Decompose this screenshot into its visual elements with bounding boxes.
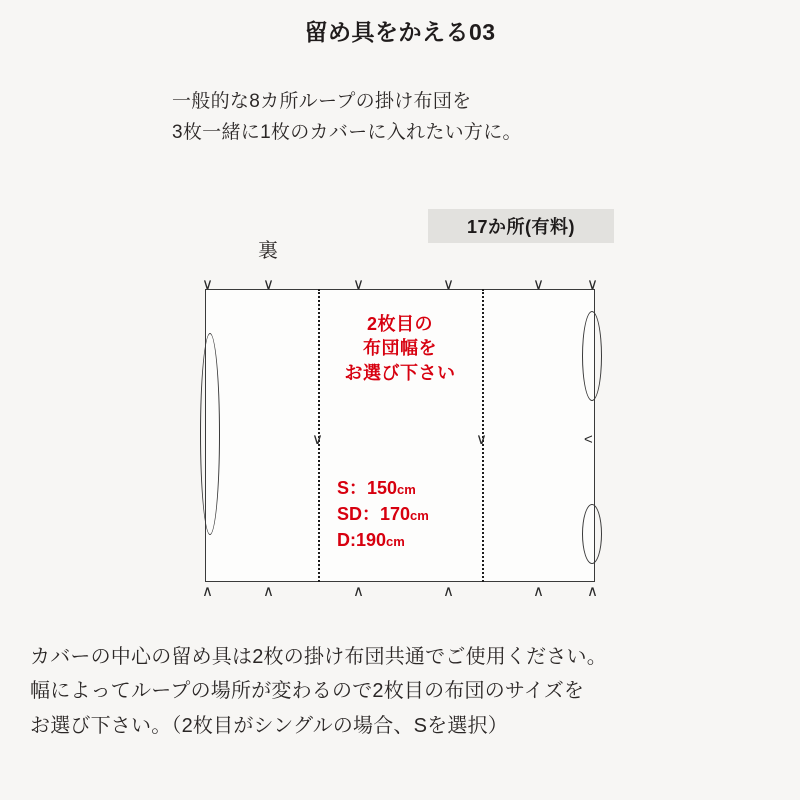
top-mark-4: ∨ [443,276,454,293]
red-instruction [205,312,595,385]
side-mark-right: < [584,431,593,448]
top-mark-5: ∨ [533,276,544,293]
intro-text [172,86,522,149]
bottom-mark-6: ∧ [587,583,598,600]
bottom-mark-5: ∧ [533,583,544,600]
bottom-mark-1: ∧ [202,583,213,600]
size-item-s [337,475,429,501]
size-item-d [337,527,429,553]
bottom-mark-2: ∧ [263,583,274,600]
footer-note [30,640,778,743]
size-item-s-label: S：150 [337,478,398,498]
bottom-mark-4: ∧ [443,583,454,600]
size-item-sd-label: SD：170 [337,504,411,525]
red-instruction-line-2: 布団幅を [363,338,437,359]
footer-line-3: お選び下さい。（2枚目がシングルの場合、Sを選択） [30,714,508,737]
page-title: 留め具をかえる03 [304,19,496,45]
status-badge: 17か所(有料) [428,209,614,243]
size-item-d-label: D:190 [337,530,387,551]
size-item-d-unit: cm [386,534,405,550]
intro-line-1: 一般的な8カ所ループの掛け布団を [172,91,472,112]
intro-line-2: 3枚一緒に1枚のカバーに入れたい方に。 [172,122,522,144]
top-mark-2: ∨ [263,276,274,293]
back-side-label: 裏 [258,240,278,262]
inner-mark-right: ∨ [476,431,487,448]
inner-mark-left: ∨ [312,431,323,448]
size-item-s-unit: cm [397,482,416,497]
size-item-sd-unit: cm [410,508,429,524]
top-mark-6: ∨ [587,276,598,293]
quilt-diagram [202,276,598,600]
top-mark-1: ∨ [202,276,213,293]
red-instruction-line-3: お選び下さい [344,362,456,383]
size-item-sd [337,501,429,527]
top-mark-3: ∨ [353,276,364,293]
size-list [337,475,429,553]
footer-line-1: カバーの中心の留め具は2枚の掛け布団共通でご使用ください。 [30,646,607,668]
loop-oval-right-bottom [582,504,602,564]
red-instruction-line-1: 2枚目の [366,314,433,334]
footer-line-2: 幅によってループの場所が変わるので2枚目の布団のサイズを [30,680,585,703]
bottom-mark-3: ∧ [353,583,364,600]
